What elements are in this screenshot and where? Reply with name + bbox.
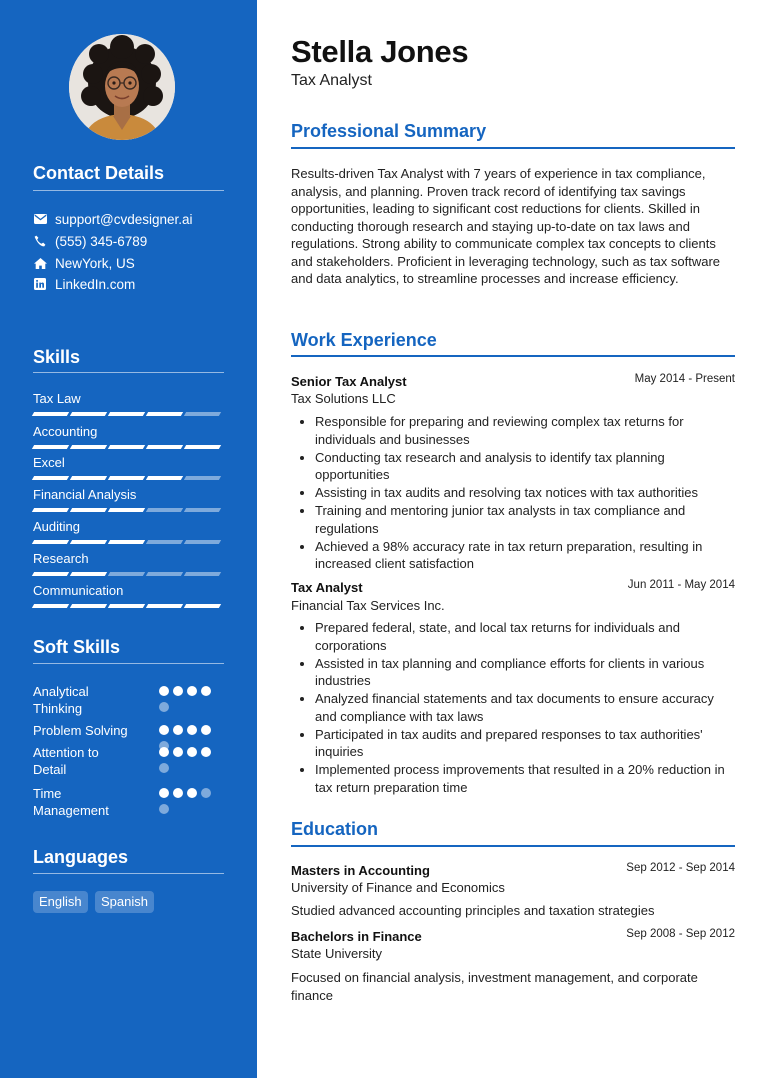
- skill-level-bar: [33, 604, 224, 608]
- contact-location-text: NewYork, US: [55, 255, 135, 271]
- skill-item: [33, 551, 224, 576]
- skill-level-segment: [32, 508, 69, 512]
- skill-label: Financial Analysis: [33, 487, 137, 502]
- skill-level-segment: [32, 572, 69, 576]
- degree-title: Bachelors in Finance: [291, 929, 422, 944]
- list-item: • Analyzed financial statements and tax documents to ensure accuracy and compliance with tax laws: [315, 690, 735, 725]
- avatar: [69, 34, 175, 140]
- section-divider: [291, 845, 735, 847]
- education-header: [291, 929, 735, 947]
- list-item: • Achieved a 98% accuracy rate in tax return preparation, resulting in increased client satisfaction: [315, 538, 735, 573]
- rating-dot: [187, 747, 197, 757]
- skill-level-segment: [70, 476, 107, 480]
- soft-skills-heading: Soft Skills: [33, 637, 121, 657]
- soft-skill-rating: [159, 788, 215, 814]
- soft-skill-rating: [159, 747, 215, 773]
- rating-dot: [173, 725, 183, 735]
- skill-level-segment: [32, 445, 69, 449]
- list-item: • Participated in tax audits and prepared responses to tax authorities' inquiries: [315, 726, 735, 761]
- skill-level-segment: [146, 476, 183, 480]
- candidate-name: Stella Jones: [291, 34, 469, 69]
- skill-level-segment: [108, 476, 145, 480]
- language-chip: English: [33, 891, 88, 913]
- contact-phone-text: (555) 345-6789: [55, 233, 148, 249]
- job-header: [291, 374, 735, 392]
- profile-photo: [69, 34, 175, 140]
- skill-level-segment: [146, 604, 183, 608]
- soft-skill-item: [33, 683, 224, 717]
- skill-level-segment: [32, 476, 69, 480]
- skill-item: [33, 583, 224, 608]
- rating-dot: [201, 747, 211, 757]
- skill-level-segment: [108, 540, 145, 544]
- rating-dot: [159, 804, 169, 814]
- job-company: Tax Solutions LLC: [291, 391, 396, 406]
- school-name: University of Finance and Economics: [291, 880, 505, 895]
- skill-level-segment: [108, 572, 145, 576]
- skill-label: Communication: [33, 583, 124, 598]
- rating-dot: [201, 686, 211, 696]
- skill-item: [33, 455, 224, 480]
- skill-level-segment: [70, 412, 107, 416]
- skill-level-segment: [146, 572, 183, 576]
- skill-level-segment: [184, 476, 221, 480]
- skill-item: [33, 487, 224, 512]
- summary-heading: Professional Summary: [291, 121, 487, 141]
- list-item: • Conducting tax research and analysis to identify tax planning opportunities: [315, 449, 735, 484]
- skill-level-bar: [33, 572, 224, 576]
- skill-level-segment: [184, 445, 221, 449]
- list-item: • Responsible for preparing and reviewing complex tax returns for individuals and businesses: [315, 413, 735, 448]
- skill-level-segment: [70, 540, 107, 544]
- skill-item: [33, 391, 224, 416]
- soft-skill-label: Problem Solving: [33, 723, 128, 738]
- list-item: • Prepared federal, state, and local tax returns for individuals and corporations: [315, 619, 735, 654]
- section-divider: [33, 190, 224, 191]
- rating-dot: [173, 747, 183, 757]
- home-icon: [33, 256, 47, 270]
- skill-label: Auditing: [33, 519, 80, 534]
- rating-dot: [159, 747, 169, 757]
- skill-label: Research: [33, 551, 89, 566]
- job-title: Tax Analyst: [291, 580, 363, 595]
- contact-heading: Contact Details: [33, 163, 165, 183]
- list-item: • Assisting in tax audits and resolving tax notices with tax authorities: [315, 484, 735, 502]
- rating-dot: [201, 725, 211, 735]
- contact-linkedin-text: LinkedIn.com: [55, 276, 136, 292]
- rating-dot: [159, 763, 169, 773]
- skill-level-bar: [33, 540, 224, 544]
- job-dates: Jun 2011 - May 2014: [627, 579, 735, 591]
- skill-level-segment: [146, 445, 183, 449]
- skill-level-segment: [108, 412, 145, 416]
- contact-location: [33, 254, 135, 272]
- education-header: [291, 863, 735, 881]
- contact-email-text: support@cvdesigner.ai: [55, 211, 193, 227]
- section-divider: [33, 873, 224, 874]
- skill-level-segment: [70, 604, 107, 608]
- skill-level-bar: [33, 445, 224, 449]
- job-bullets: [315, 619, 735, 797]
- skill-item: [33, 424, 224, 449]
- list-item: • Assisted in tax planning and compliance efforts for clients in various industries: [315, 655, 735, 690]
- job-company: Financial Tax Services Inc.: [291, 598, 445, 613]
- job-header: [291, 580, 735, 598]
- sidebar: [0, 0, 257, 1078]
- list-item: • Training and mentoring junior tax analysts in tax compliance and regulations: [315, 502, 735, 537]
- skills-heading: Skills: [33, 347, 81, 367]
- skill-level-segment: [32, 540, 69, 544]
- rating-dot: [159, 788, 169, 798]
- skill-label: Excel: [33, 455, 65, 470]
- list-item: • Implemented process improvements that resulted in a 20% reduction in tax return preparation time: [315, 761, 735, 796]
- skill-level-segment: [70, 445, 107, 449]
- rating-dot: [201, 788, 211, 798]
- skill-level-bar: [33, 412, 224, 416]
- linkedin-icon: [33, 277, 47, 291]
- skill-level-bar: [33, 476, 224, 480]
- skill-level-segment: [108, 508, 145, 512]
- languages-heading: Languages: [33, 847, 129, 867]
- education-dates: Sep 2008 - Sep 2012: [626, 928, 735, 940]
- skill-level-segment: [70, 508, 107, 512]
- summary-text: Results-driven Tax Analyst with 7 years of experience in tax compliance, analysis, and planning. Proven track record of identifying tax savings opportunities, leading to significant cost reductions for clients. Skilled in conducting thorough research and staying up-to-date on tax laws and regulations. Strong ability to communicate complex tax concepts to clients and stakeholders. Proficient in leveraging technology, such as tax software and data analytics, to streamline processes and increase efficiency.: [291, 166, 720, 286]
- contact-email[interactable]: [33, 210, 193, 228]
- education-description: Focused on financial analysis, investment management, and corporate finance: [291, 970, 698, 1003]
- skill-level-segment: [108, 445, 145, 449]
- job-title: Senior Tax Analyst: [291, 374, 407, 389]
- skill-level-segment: [32, 604, 69, 608]
- soft-skill-label: Attention to Detail: [33, 745, 99, 777]
- section-divider: [33, 663, 224, 664]
- skill-level-segment: [146, 412, 183, 416]
- skill-level-segment: [184, 572, 221, 576]
- education-description: Studied advanced accounting principles and taxation strategies: [291, 903, 655, 918]
- education-heading: Education: [291, 819, 379, 839]
- rating-dot: [173, 788, 183, 798]
- job-dates: May 2014 - Present: [634, 373, 735, 385]
- rating-dot: [159, 725, 169, 735]
- rating-dot: [159, 686, 169, 696]
- skill-level-segment: [184, 508, 221, 512]
- skill-level-segment: [108, 604, 145, 608]
- skill-level-segment: [146, 508, 183, 512]
- skill-level-bar: [33, 508, 224, 512]
- skill-level-segment: [146, 540, 183, 544]
- candidate-title: Tax Analyst: [291, 72, 372, 89]
- experience-heading: Work Experience: [291, 330, 437, 350]
- skill-level-segment: [184, 604, 221, 608]
- contact-linkedin[interactable]: [33, 275, 135, 293]
- skill-label: Accounting: [33, 424, 98, 439]
- soft-skill-item: [33, 744, 224, 778]
- degree-title: Masters in Accounting: [291, 863, 430, 878]
- rating-dot: [159, 702, 169, 712]
- soft-skill-label: Time Management: [33, 786, 109, 818]
- section-divider: [291, 355, 735, 357]
- skill-level-segment: [70, 572, 107, 576]
- rating-dot: [187, 725, 197, 735]
- school-name: State University: [291, 946, 383, 961]
- skill-label: Tax Law: [33, 391, 81, 406]
- soft-skill-rating: [159, 686, 215, 712]
- rating-dot: [187, 788, 197, 798]
- phone-icon: [33, 234, 47, 248]
- section-divider: [33, 372, 224, 373]
- skill-item: [33, 519, 224, 544]
- soft-skill-item: [33, 785, 224, 819]
- rating-dot: [173, 686, 183, 696]
- skill-level-segment: [184, 412, 221, 416]
- skill-level-segment: [32, 412, 69, 416]
- envelope-icon: [33, 212, 47, 226]
- job-bullets: [315, 413, 735, 573]
- education-dates: Sep 2012 - Sep 2014: [626, 862, 735, 874]
- rating-dot: [187, 686, 197, 696]
- skill-level-segment: [184, 540, 221, 544]
- section-divider: [291, 147, 735, 149]
- soft-skill-label: Analytical Thinking: [33, 684, 89, 716]
- contact-phone[interactable]: [33, 232, 147, 250]
- language-chip: Spanish: [95, 891, 154, 913]
